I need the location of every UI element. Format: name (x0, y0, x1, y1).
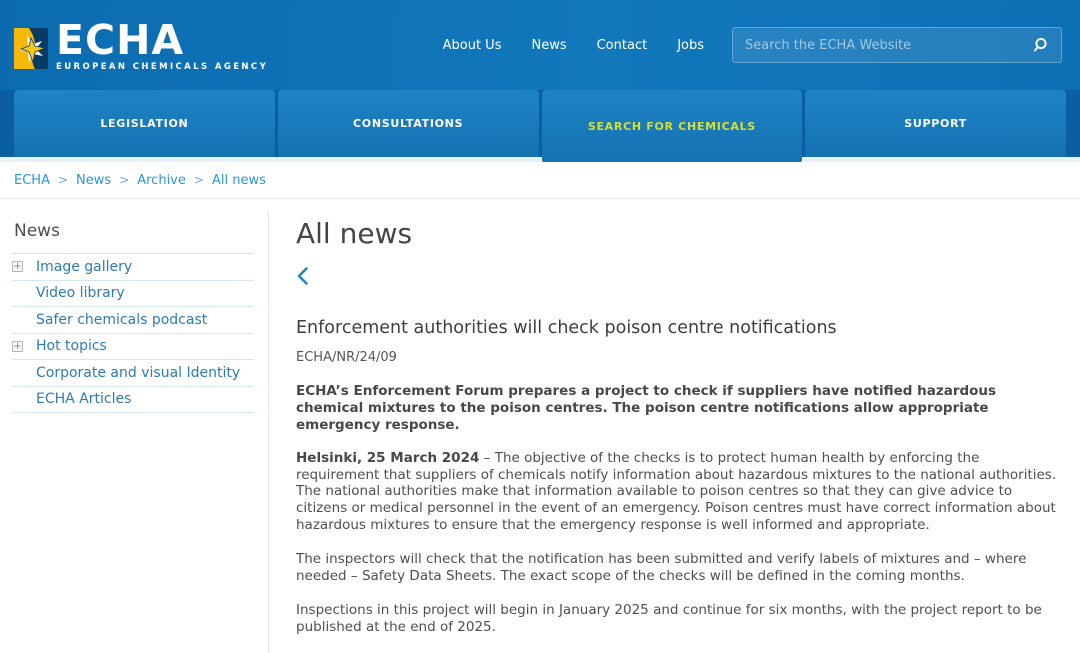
sidebar-item-label: Hot topics (36, 338, 107, 355)
top-nav-jobs[interactable]: Jobs (677, 37, 704, 53)
main-column (269, 211, 1062, 653)
article-reference: ECHA/NR/24/09 (296, 350, 397, 365)
echa-logo-icon (14, 28, 48, 69)
sidebar-item-label: Corporate and visual Identity (36, 364, 241, 381)
sidebar-item-image-gallery[interactable] (12, 254, 254, 281)
logo-title: ECHA (56, 15, 185, 64)
tab-search-for-chemicals[interactable]: SEARCH FOR CHEMICALS (542, 90, 803, 162)
page-title: All news (296, 217, 413, 250)
top-nav-about-us[interactable]: About Us (442, 37, 502, 53)
sidebar-item-corporate-and-visual-identity[interactable] (12, 360, 254, 387)
chevron-left-icon (296, 266, 309, 286)
tab-consultations[interactable]: CONSULTATIONS (278, 90, 539, 157)
site-header (0, 0, 1080, 90)
breadcrumb-archive[interactable]: Archive (137, 172, 186, 188)
sidebar-item-safer-chemicals-podcast[interactable] (12, 307, 254, 334)
dateline: Helsinki, 25 March 2024 (296, 449, 480, 466)
sidebar-item-label: Image gallery (36, 258, 133, 275)
top-nav-contact[interactable]: Contact (596, 37, 648, 53)
tab-legislation[interactable]: LEGISLATION (14, 90, 275, 157)
sidebar-item-label: Video library (36, 285, 125, 302)
content-area (0, 199, 1080, 653)
breadcrumb-news[interactable]: News (76, 172, 112, 188)
breadcrumb (0, 162, 1080, 199)
breadcrumb-separator: > (119, 173, 130, 187)
echa-logo[interactable] (14, 15, 269, 72)
tab-support[interactable]: SUPPORT (805, 90, 1066, 157)
search-icon[interactable] (1033, 36, 1051, 54)
article-lead: ECHA’s Enforcement Forum prepares a project to check if suppliers have notified hazardous chemical mixtures to the poison centres. The poison centre notifications allow appropriate emergency response. (296, 383, 997, 433)
sidebar-item-label: Safer chemicals podcast (36, 311, 208, 328)
expand-icon[interactable]: + (13, 261, 22, 273)
back-button[interactable] (296, 266, 309, 286)
site-search (732, 27, 1062, 63)
breadcrumb-separator: > (193, 173, 204, 187)
article-paragraph: Helsinki, 25 March 2024 – The objective of the checks is to protect human health by enforcing the requirement that suppliers of chemicals notify information about hazardous mixtures to the national authorities. The national authorities make that information available to poison centres so that they can give advice to citizens or medical personnel in the event of an emergency. Poison centres must have correct information about hazardous mixtures to ensure that the emergency response is well informed and appropriate. (296, 449, 1057, 534)
sidebar-item-video-library[interactable] (12, 281, 254, 308)
sidebar-item-echa-articles[interactable] (12, 387, 254, 414)
breadcrumb-all-news[interactable]: All news (211, 172, 266, 188)
breadcrumb-echa[interactable]: ECHA (14, 172, 50, 188)
article-paragraph: The inspectors will check that the notification has been submitted and verify labels of mixtures and – where needed – Safety Data Sheets. The exact scope of the checks will be defined in the coming months. (296, 551, 1027, 584)
breadcrumb-separator: > (57, 173, 69, 187)
sidebar-item-label: ECHA Articles (36, 391, 132, 408)
news-sidebar (12, 211, 254, 653)
top-nav (443, 38, 704, 53)
search-input[interactable] (745, 38, 1033, 53)
article-paragraph: Inspections in this project will begin in January 2025 and continue for six months, with the project report to be published at the end of 2025. (296, 601, 1042, 635)
sidebar-item-hot-topics[interactable] (12, 334, 254, 361)
top-nav-news[interactable]: News (531, 37, 567, 53)
article-title: Enforcement authorities will check poison centre notifications (296, 318, 837, 338)
logo-subtitle: EUROPEAN CHEMICALS AGENCY (56, 61, 269, 72)
sidebar-title: News (12, 219, 254, 254)
main-nav (0, 90, 1080, 157)
expand-icon[interactable]: + (13, 340, 22, 352)
